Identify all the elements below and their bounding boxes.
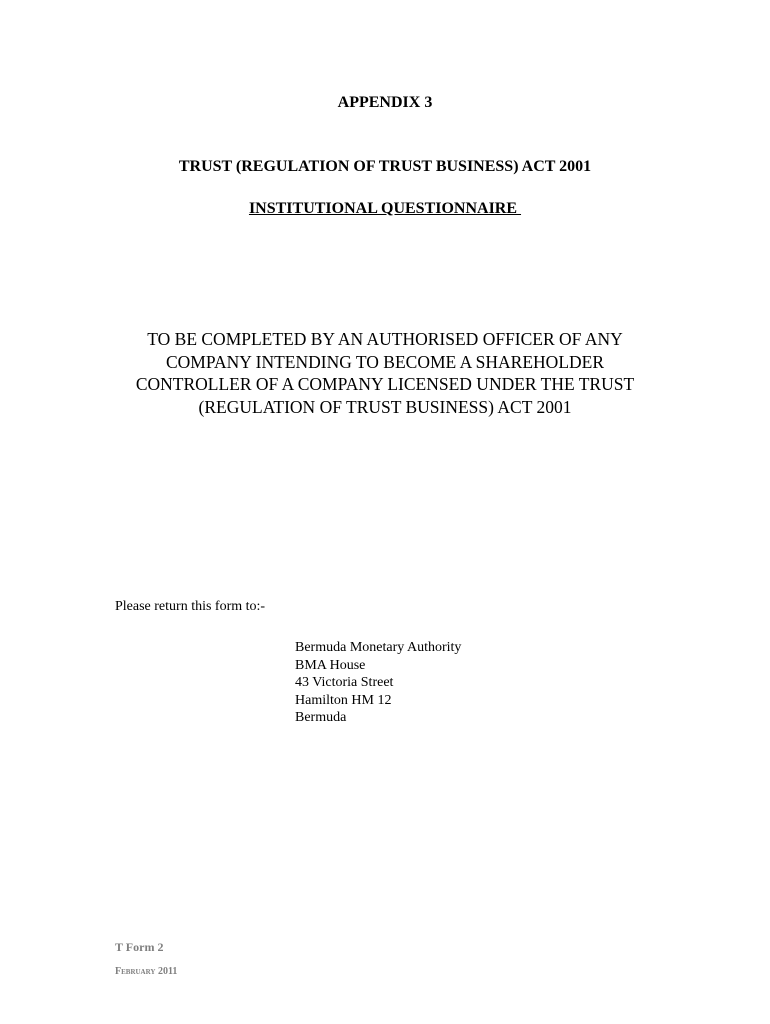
act-title: TRUST (REGULATION OF TRUST BUSINESS) ACT 2001 <box>178 158 592 175</box>
questionnaire-title: INSTITUTIONAL QUESTIONNAIRE <box>248 200 522 217</box>
instruction-line: TO BE COMPLETED BY AN AUTHORISED OFFICER OF ANY <box>147 329 623 349</box>
instruction-line: COMPANY INTENDING TO BECOME A SHAREHOLDER <box>165 351 605 372</box>
instruction-line: (REGULATION OF TRUST BUSINESS) ACT 2001 <box>198 396 572 417</box>
instruction-block <box>110 328 660 418</box>
return-label: Please return this form to:- <box>115 599 266 614</box>
return-address <box>295 639 461 727</box>
appendix-heading: APPENDIX 3 <box>337 94 433 111</box>
instruction-line: CONTROLLER OF A COMPANY LICENSED UNDER THE TRUST <box>135 374 635 394</box>
address-line: BMA House <box>295 657 366 673</box>
address-line: 43 Victoria Street <box>295 675 394 690</box>
form-date: February 2011 <box>115 966 178 977</box>
address-line: Bermuda <box>295 710 347 725</box>
form-code: T Form 2 <box>115 940 164 954</box>
address-line: Bermuda Monetary Authority <box>295 640 462 655</box>
address-line: Hamilton HM 12 <box>295 692 392 708</box>
